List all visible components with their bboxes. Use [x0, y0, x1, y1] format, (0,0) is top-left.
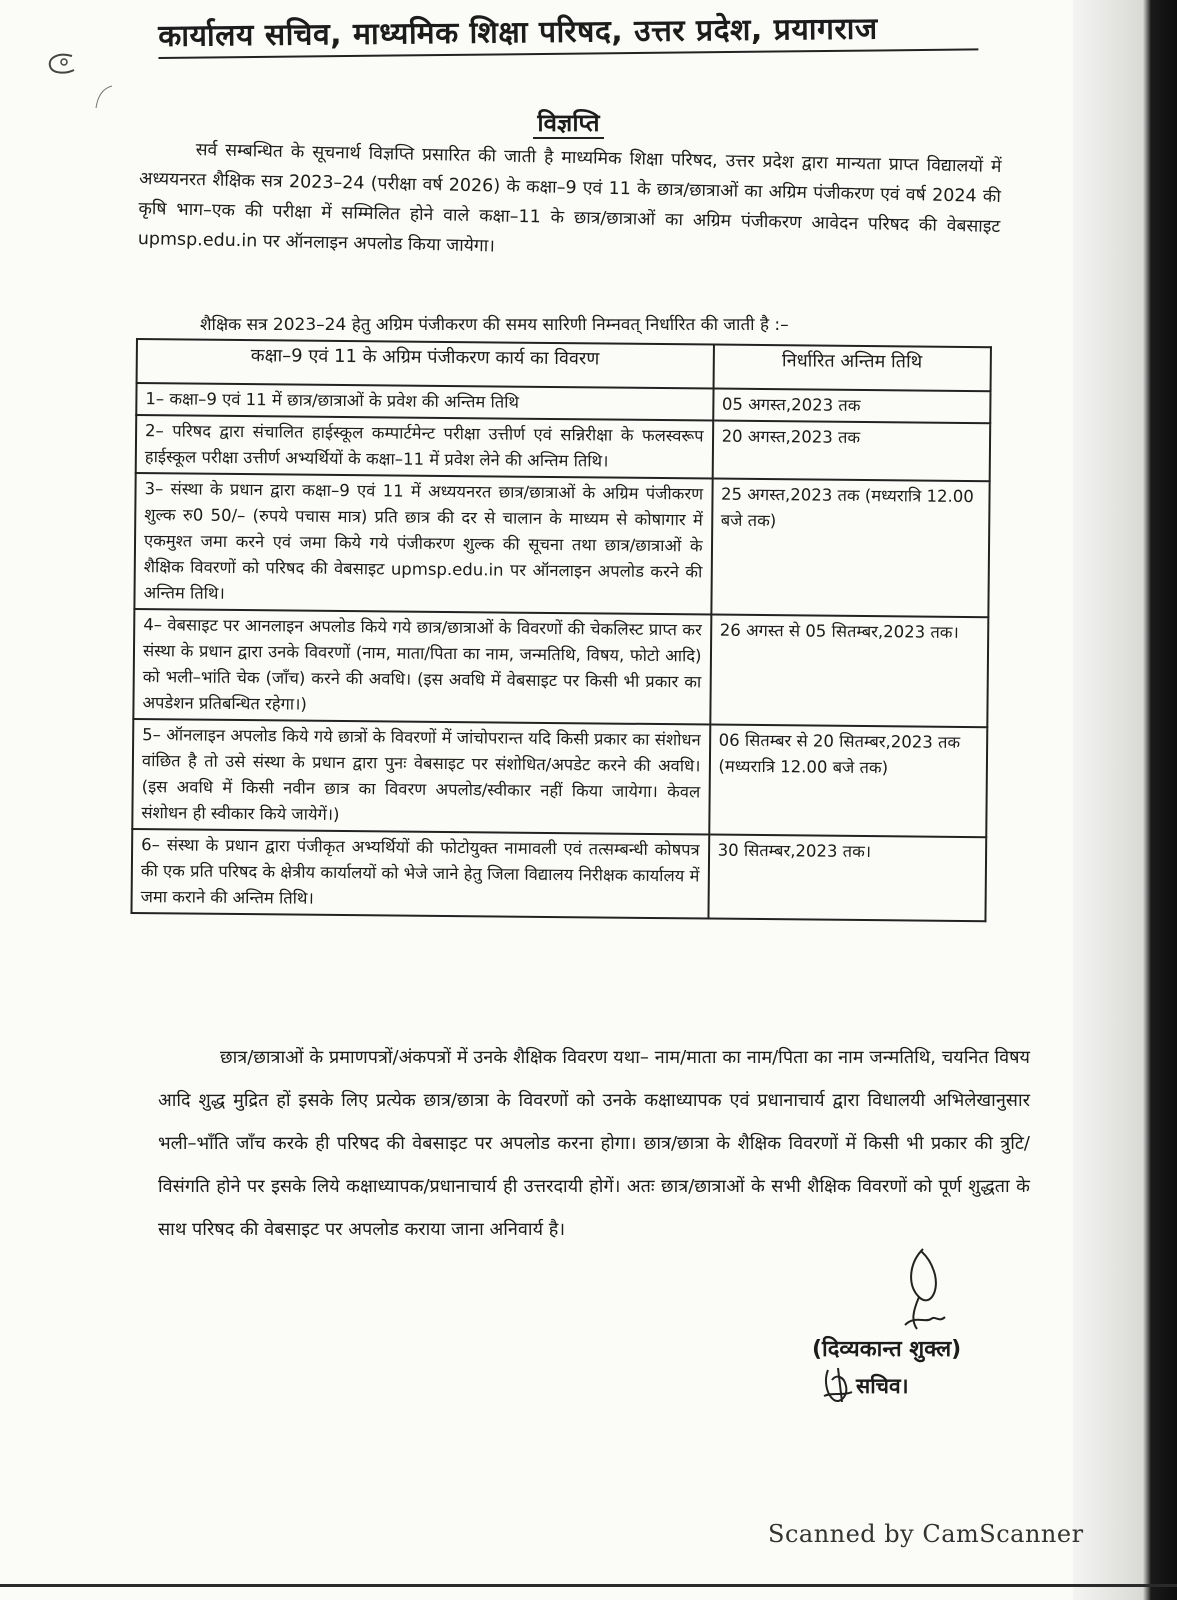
- row-deadline: 06 सितम्बर से 20 सितम्बर,2023 तक (मध्यरात्रि 12.00 बजे तक): [709, 725, 988, 838]
- table-row: [134, 473, 989, 617]
- closing-text: छात्र/छात्राओं के प्रमाणपत्रों/अंकपत्रों में उनके शैक्षिक विवरण यथा– नाम/माता का नाम/पिता का नाम जन्मतिथि, चयनित विषय आदि शुद्ध मुद्रित हों इसके लिए प्रत्येक छात्र/छात्रा के विवरणों को उनके कक्षाध्यापक एवं प्रधानाचार्य द्वारा विधालयी अभिलेखानुसार भली–भाँति जाँच करके ही परिषद की वेबसाइट पर अपलोड करना होगा। छात्र/छात्रा के शैक्षिक विवरणों में किसी भी प्रकार की त्रुटि/विसंगति होने पर इसके लिये कक्षाध्यापक/प्रधानाचार्य ही उत्तरदायी होगें। अतः छात्र/छात्राओं के सभी शैक्षिक विवरणों को पूर्ण शुद्धता के साथ परिषद की वेबसाइट पर अपलोड कराया जाना अनिवार्य है।: [158, 1047, 1030, 1240]
- notice-heading-text: विज्ञप्ति: [533, 109, 603, 139]
- row-description: 2– परिषद द्वारा संचालित हाईस्कूल कम्पार्टमेन्ट परीक्षा उत्तीर्ण एवं सन्निरीक्षा के फलस्वरूप हाईस्कूल परीक्षा उत्तीर्ण अभ्यर्थियों के कक्षा–11 में प्रवेश लेने की अन्तिम तिथि।: [136, 415, 713, 479]
- row-deadline: 25 अगस्त,2023 तक (मध्यरात्रि 12.00 बजे तक): [711, 479, 990, 618]
- row-deadline: 30 सितम्बर,2023 तक।: [708, 835, 986, 922]
- scanner-watermark: Scanned by CamScanner: [768, 1520, 1084, 1548]
- intro-paragraph: [137, 134, 1001, 272]
- signatory-name: (दिव्यकान्त शुक्ल): [812, 1337, 962, 1362]
- schedule-table: [130, 338, 991, 922]
- row-deadline: 05 अगस्त,2023 तक: [713, 389, 991, 424]
- office-title: कार्यालय सचिव, माध्यमिक शिक्षा परिषद, उत्तर प्रदेश, प्रयागराज: [158, 5, 978, 59]
- row-description: 1– कक्षा–9 एवं 11 में छात्र/छात्राओं के प्रवेश की अन्तिम तिथि: [136, 383, 713, 421]
- table-row: [131, 829, 986, 921]
- table-row: [133, 609, 988, 727]
- initials-icon: [820, 1366, 856, 1406]
- row-description: 3– संस्था के प्रधान द्वारा कक्षा–9 एवं 11 में अध्ययनरत छात्र/छात्राओं के अग्रिम पंजीकरण शुल्क रु0 50/– (रुपये पचास मात्र) प्रति छात्र की दर से चालान के माध्यम से कोषागार में एकमुश्त जमा करने एवं जमा किये गये पंजीकरण शुल्क की सूचना तथा छात्र/छात्राओं के शैक्षिक विवरणों को परिषद की वेबसाइट upmsp.edu.in पर ऑनलाइन अपलोड करने की अन्तिम तिथि।: [134, 473, 712, 615]
- scan-bottom-edge: [0, 1584, 1177, 1587]
- column-header-description: कक्षा–9 एवं 11 के अग्रिम पंजीकरण कार्य का विवरण: [137, 339, 714, 389]
- row-deadline: 20 अगस्त,2023 तक: [712, 421, 990, 482]
- closing-paragraph: [158, 1036, 1030, 1251]
- schedule-note: शैक्षिक सत्र 2023–24 हेतु अग्रिम पंजीकरण की समय सारिणी निम्नवत् निर्धारित की जाती है :–: [200, 315, 789, 335]
- row-deadline: 26 अगस्त से 05 सितम्बर,2023 तक।: [710, 615, 989, 728]
- scan-edge-shadow: [1073, 0, 1177, 1600]
- punch-mark-icon: [44, 50, 78, 78]
- signatory-title: सचिव।: [856, 1374, 909, 1398]
- column-header-deadline: निर्धारित अन्तिम तिथि: [713, 345, 991, 392]
- table-row: [132, 719, 987, 837]
- signature-icon: [895, 1245, 975, 1335]
- row-description: 5– ऑनलाइन अपलोड किये गये छात्रों के विवरणों में जांचोपरान्त यदि किसी प्रकार का संशोधन वांछित है तो उसे संस्था के प्रधान द्वारा पुनः वेबसाइट पर संशोधित/अपडेट करने की अवधि। (इस अवधि में किसी नवीन छात्र का विवरण अपलोड/स्वीकार नहीं किया जायेगा। केवल संशोधन ही स्वीकार किये जायेगें।): [132, 719, 710, 835]
- table-row: [136, 415, 991, 481]
- row-description: 4– वेबसाइट पर आनलाइन अपलोड किये गये छात्र/छात्राओं के विवरणों की चेकलिस्ट प्राप्त कर संस्था के प्रधान द्वारा उनके विवरणों (नाम, माता/पिता का नाम, जन्मतिथि, विषय, फोटो आदि) को भली–भांति चेक (जाँच) करने की अवधि। (इस अवधि में वेबसाइट पर किसी भी प्रकार का अपडेशन प्रतिबन्धित रहेगा।): [133, 609, 711, 725]
- intro-text: सर्व सम्बन्धित के सूचनार्थ विज्ञप्ति प्रसारित की जाती है माध्यमिक शिक्षा परिषद, उत्तर प्रदेश द्वारा मान्यता प्राप्त विद्यालयों में अध्ययनरत शैक्षिक सत्र 2023–24 (परीक्षा वर्ष 2026) के कक्षा–9 एवं 11 के छात्र/छात्राओं का अग्रिम पंजीकरण एवं वर्ष 2024 की कृषि भाग–एक की परीक्षा में सम्मिलित होने वाले कक्षा–11 के छात्र/छात्राओं का अग्रिम पंजीकरण आवेदन परिषद की वेबसाइट upmsp.edu.in पर ऑनलाइन अपलोड किया जायेगा।: [137, 140, 1002, 257]
- row-description: 6– संस्था के प्रधान द्वारा पंजीकृत अभ्यर्थियों की फोटोयुक्त नामावली एवं तत्सम्बन्धी कोषपत्र की एक प्रति परिषद के क्षेत्रीय कार्यालयों को भेजे जाने हेतु जिला विद्यालय निरीक्षक कार्यालय में जमा कराने की अन्तिम तिथि।: [131, 829, 708, 919]
